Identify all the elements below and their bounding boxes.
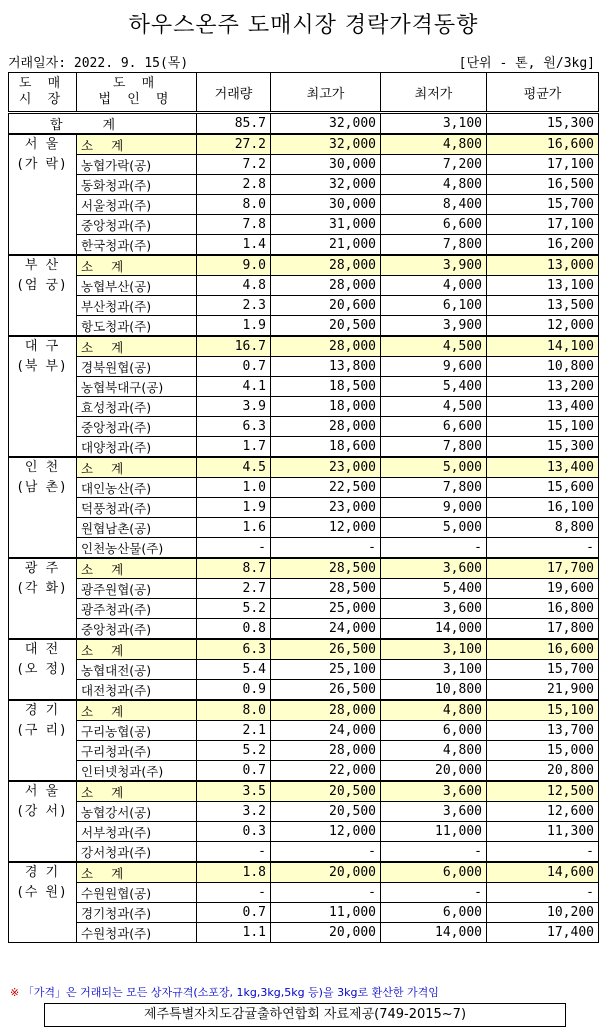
- table-row: [9, 437, 599, 458]
- corp-name: 중앙청과(주): [77, 417, 197, 437]
- avg-price-cell: 13,400: [487, 457, 599, 478]
- max-price-cell: 24,000: [271, 721, 381, 741]
- min-price-cell: 9,600: [381, 357, 487, 377]
- corp-name: 서울청과(주): [77, 195, 197, 215]
- table-row: [9, 761, 599, 782]
- avg-price-cell: 17,100: [487, 215, 599, 235]
- corp-name: 원협남촌(공): [77, 518, 197, 538]
- market-name: 광 주: [24, 561, 61, 576]
- avg-price-cell: 10,800: [487, 357, 599, 377]
- market-cell: [9, 700, 77, 781]
- header-corp: 도 매 법 인 명: [77, 73, 197, 113]
- min-price-cell: 6,000: [381, 903, 487, 923]
- avg-price-cell: 13,400: [487, 397, 599, 417]
- corp-name: 대인농산(주): [77, 478, 197, 498]
- max-price-cell: 18,600: [271, 437, 381, 458]
- volume-cell: 4.8: [197, 276, 271, 296]
- table-row: [9, 741, 599, 761]
- corp-name: 중앙청과(주): [77, 619, 197, 640]
- market-name: 대 전: [24, 642, 61, 657]
- avg-price-cell: 17,400: [487, 923, 599, 943]
- market-name: 서 울: [24, 137, 61, 152]
- corp-name: 농협강서(공): [77, 802, 197, 822]
- market-area: (오 정): [17, 662, 68, 677]
- table-row: [9, 155, 599, 175]
- corp-name: 경기청과(주): [77, 903, 197, 923]
- volume-cell: -: [197, 842, 271, 863]
- max-price-cell: -: [271, 842, 381, 863]
- max-price-cell: 28,500: [271, 558, 381, 579]
- corp-name: 대양청과(주): [77, 437, 197, 458]
- corp-name: 구리청과(주): [77, 741, 197, 761]
- max-price-cell: 13,800: [271, 357, 381, 377]
- total-volume: 85.7: [197, 113, 271, 135]
- table-row: [9, 883, 599, 903]
- corp-name: 소계: [77, 558, 197, 579]
- avg-price-cell: 14,600: [487, 862, 599, 883]
- min-price-cell: 8,400: [381, 195, 487, 215]
- table-row: [9, 923, 599, 943]
- table-row: [9, 721, 599, 741]
- market-area: (각 화): [17, 581, 68, 596]
- max-price-cell: 28,000: [271, 255, 381, 276]
- total-min: 3,100: [381, 113, 487, 135]
- corp-name: 소계: [77, 639, 197, 660]
- market-name: 인 천: [24, 460, 61, 475]
- corp-name: 농협북대구(공): [77, 377, 197, 397]
- volume-cell: 2.1: [197, 721, 271, 741]
- avg-price-cell: 12,600: [487, 802, 599, 822]
- corp-name: 효성청과(주): [77, 397, 197, 417]
- total-avg: 15,300: [487, 113, 599, 135]
- min-price-cell: -: [381, 538, 487, 559]
- volume-cell: 1.4: [197, 235, 271, 256]
- corp-name: 광주원협(공): [77, 579, 197, 599]
- market-cell: [9, 255, 77, 336]
- corp-name: 소계: [77, 336, 197, 357]
- max-price-cell: 18,000: [271, 397, 381, 417]
- corp-name: 대전청과(주): [77, 680, 197, 701]
- table-row: [9, 316, 599, 337]
- total-label: 합계: [9, 113, 197, 135]
- min-price-cell: 4,500: [381, 397, 487, 417]
- note-mark: ※: [10, 986, 20, 999]
- market-area: (가 락): [17, 157, 68, 172]
- volume-cell: 0.9: [197, 680, 271, 701]
- min-price-cell: 6,600: [381, 417, 487, 437]
- volume-cell: 1.9: [197, 316, 271, 337]
- table-row: [9, 357, 599, 377]
- page-title: 하우스온주 도매시장 경락가격동향: [128, 13, 479, 38]
- table-row: [9, 195, 599, 215]
- corp-name: 서부청과(주): [77, 822, 197, 842]
- market-cell: [9, 134, 77, 255]
- corp-name: 수원청과(주): [77, 923, 197, 943]
- min-price-cell: 6,000: [381, 721, 487, 741]
- avg-price-cell: 8,800: [487, 518, 599, 538]
- table-row: [9, 822, 599, 842]
- min-price-cell: 5,400: [381, 579, 487, 599]
- max-price-cell: 25,100: [271, 660, 381, 680]
- volume-cell: 1.1: [197, 923, 271, 943]
- corp-name: 인터넷청과(주): [77, 761, 197, 782]
- max-price-cell: 28,000: [271, 336, 381, 357]
- subtotal-row: [9, 639, 599, 660]
- avg-price-cell: 15,300: [487, 437, 599, 458]
- table-row: [9, 397, 599, 417]
- avg-price-cell: 16,100: [487, 498, 599, 518]
- table-row: [9, 498, 599, 518]
- avg-price-cell: 13,500: [487, 296, 599, 316]
- max-price-cell: 23,000: [271, 457, 381, 478]
- corp-name: 소계: [77, 862, 197, 883]
- table-row: [9, 619, 599, 640]
- min-price-cell: 4,800: [381, 741, 487, 761]
- corp-name: 농협대전(공): [77, 660, 197, 680]
- avg-price-cell: 13,700: [487, 721, 599, 741]
- header-min: 최저가: [381, 73, 487, 113]
- avg-price-cell: 13,100: [487, 276, 599, 296]
- min-price-cell: 10,800: [381, 680, 487, 701]
- corp-name: 소계: [77, 700, 197, 721]
- max-price-cell: 20,500: [271, 316, 381, 337]
- corp-name: 동화청과(주): [77, 175, 197, 195]
- corp-name: 소계: [77, 457, 197, 478]
- table-row: [9, 296, 599, 316]
- market-area: (강 서): [17, 804, 68, 819]
- header-max: 최고가: [271, 73, 381, 113]
- table-row: [9, 680, 599, 701]
- avg-price-cell: 15,600: [487, 478, 599, 498]
- subtotal-row: [9, 336, 599, 357]
- min-price-cell: 4,500: [381, 336, 487, 357]
- avg-price-cell: 21,900: [487, 680, 599, 701]
- max-price-cell: 12,000: [271, 822, 381, 842]
- volume-cell: -: [197, 538, 271, 559]
- corp-name: 광주청과(주): [77, 599, 197, 619]
- market-name: 대 구: [24, 339, 61, 354]
- max-price-cell: 12,000: [271, 518, 381, 538]
- volume-cell: 0.8: [197, 619, 271, 640]
- table-row: [9, 417, 599, 437]
- corp-name: 부산청과(주): [77, 296, 197, 316]
- avg-price-cell: -: [487, 538, 599, 559]
- max-price-cell: 28,000: [271, 417, 381, 437]
- corp-name: 강서청과(주): [77, 842, 197, 863]
- avg-price-cell: 15,700: [487, 660, 599, 680]
- min-price-cell: 7,800: [381, 478, 487, 498]
- avg-price-cell: 11,300: [487, 822, 599, 842]
- min-price-cell: 4,800: [381, 175, 487, 195]
- min-price-cell: 4,000: [381, 276, 487, 296]
- min-price-cell: 6,100: [381, 296, 487, 316]
- max-price-cell: 18,500: [271, 377, 381, 397]
- volume-cell: 1.6: [197, 518, 271, 538]
- corp-name: 수원원협(공): [77, 883, 197, 903]
- max-price-cell: 20,500: [271, 781, 381, 802]
- market-cell: [9, 558, 77, 639]
- volume-cell: 5.4: [197, 660, 271, 680]
- volume-cell: 1.9: [197, 498, 271, 518]
- max-price-cell: 32,000: [271, 134, 381, 155]
- max-price-cell: 30,000: [271, 155, 381, 175]
- avg-price-cell: 17,100: [487, 155, 599, 175]
- min-price-cell: 3,100: [381, 639, 487, 660]
- min-price-cell: 7,800: [381, 437, 487, 458]
- volume-cell: 3.9: [197, 397, 271, 417]
- avg-price-cell: 10,200: [487, 903, 599, 923]
- corp-name: 구리농협(공): [77, 721, 197, 741]
- min-price-cell: 3,100: [381, 660, 487, 680]
- max-price-cell: 25,000: [271, 599, 381, 619]
- table-row: [9, 377, 599, 397]
- volume-cell: 7.8: [197, 215, 271, 235]
- table-row: [9, 235, 599, 256]
- corp-name: 소계: [77, 255, 197, 276]
- price-table: [8, 72, 599, 943]
- volume-cell: 0.7: [197, 357, 271, 377]
- subtotal-row: [9, 558, 599, 579]
- table-row: [9, 538, 599, 559]
- market-area: (북 부): [17, 359, 68, 374]
- max-price-cell: 21,000: [271, 235, 381, 256]
- min-price-cell: 4,800: [381, 134, 487, 155]
- min-price-cell: 6,000: [381, 862, 487, 883]
- volume-cell: 7.2: [197, 155, 271, 175]
- table-row: [9, 478, 599, 498]
- corp-name: 항도청과(주): [77, 316, 197, 337]
- corp-name: 한국청과(주): [77, 235, 197, 256]
- header-volume: 거래량: [197, 73, 271, 113]
- table-row: [9, 579, 599, 599]
- subtotal-row: [9, 457, 599, 478]
- trade-date: 거래일자: 2022. 9. 15(목): [8, 56, 189, 71]
- market-cell: [9, 457, 77, 558]
- max-price-cell: 20,500: [271, 802, 381, 822]
- total-row: [9, 113, 599, 135]
- volume-cell: -: [197, 883, 271, 903]
- market-name: 경 기: [24, 703, 61, 718]
- volume-cell: 4.5: [197, 457, 271, 478]
- volume-cell: 0.3: [197, 822, 271, 842]
- avg-price-cell: 16,600: [487, 134, 599, 155]
- volume-cell: 6.3: [197, 639, 271, 660]
- volume-cell: 16.7: [197, 336, 271, 357]
- corp-name: 인천농산물(주): [77, 538, 197, 559]
- avg-price-cell: 12,000: [487, 316, 599, 337]
- volume-cell: 1.0: [197, 478, 271, 498]
- market-area: (구 리): [17, 723, 68, 738]
- avg-price-cell: 16,800: [487, 599, 599, 619]
- market-area: (수 원): [17, 885, 68, 900]
- total-max: 32,000: [271, 113, 381, 135]
- volume-cell: 1.8: [197, 862, 271, 883]
- min-price-cell: -: [381, 842, 487, 863]
- market-cell: [9, 781, 77, 862]
- volume-cell: 1.7: [197, 437, 271, 458]
- corp-name: 소계: [77, 781, 197, 802]
- min-price-cell: 7,800: [381, 235, 487, 256]
- max-price-cell: 22,500: [271, 478, 381, 498]
- avg-price-cell: 17,800: [487, 619, 599, 640]
- min-price-cell: 3,600: [381, 558, 487, 579]
- volume-cell: 0.7: [197, 903, 271, 923]
- avg-price-cell: 15,000: [487, 741, 599, 761]
- table-row: [9, 276, 599, 296]
- volume-cell: 4.1: [197, 377, 271, 397]
- avg-price-cell: -: [487, 842, 599, 863]
- max-price-cell: 22,000: [271, 761, 381, 782]
- market-cell: [9, 336, 77, 457]
- avg-price-cell: 19,600: [487, 579, 599, 599]
- table-row: [9, 215, 599, 235]
- market-name: 부 산: [24, 258, 61, 273]
- avg-price-cell: 14,100: [487, 336, 599, 357]
- min-price-cell: 3,600: [381, 781, 487, 802]
- subtotal-row: [9, 255, 599, 276]
- max-price-cell: 28,500: [271, 579, 381, 599]
- table-row: [9, 599, 599, 619]
- avg-price-cell: 13,200: [487, 377, 599, 397]
- max-price-cell: -: [271, 538, 381, 559]
- corp-name: 소계: [77, 134, 197, 155]
- max-price-cell: 26,500: [271, 680, 381, 701]
- volume-cell: 5.2: [197, 599, 271, 619]
- max-price-cell: 24,000: [271, 619, 381, 640]
- min-price-cell: 5,000: [381, 457, 487, 478]
- market-area: (남 촌): [17, 480, 68, 495]
- volume-cell: 27.2: [197, 134, 271, 155]
- min-price-cell: -: [381, 883, 487, 903]
- subtotal-row: [9, 134, 599, 155]
- volume-cell: 2.7: [197, 579, 271, 599]
- market-cell: [9, 862, 77, 943]
- volume-cell: 3.2: [197, 802, 271, 822]
- volume-cell: 8.0: [197, 700, 271, 721]
- min-price-cell: 5,000: [381, 518, 487, 538]
- avg-price-cell: 16,200: [487, 235, 599, 256]
- max-price-cell: 28,000: [271, 700, 381, 721]
- market-area: (엄 궁): [17, 278, 68, 293]
- corp-name: 중앙청과(주): [77, 215, 197, 235]
- max-price-cell: 11,000: [271, 903, 381, 923]
- volume-cell: 6.3: [197, 417, 271, 437]
- max-price-cell: 23,000: [271, 498, 381, 518]
- table-row: [9, 518, 599, 538]
- market-name: 경 기: [24, 865, 61, 880]
- unit-label: [단위 - 톤, 원/3kg]: [458, 56, 595, 71]
- corp-name: 덕풍청과(주): [77, 498, 197, 518]
- min-price-cell: 3,900: [381, 255, 487, 276]
- min-price-cell: 11,000: [381, 822, 487, 842]
- min-price-cell: 14,000: [381, 619, 487, 640]
- volume-cell: 2.8: [197, 175, 271, 195]
- subtotal-row: [9, 781, 599, 802]
- volume-cell: 5.2: [197, 741, 271, 761]
- subtotal-row: [9, 700, 599, 721]
- min-price-cell: 3,600: [381, 599, 487, 619]
- max-price-cell: 20,600: [271, 296, 381, 316]
- avg-price-cell: 20,800: [487, 761, 599, 782]
- max-price-cell: 32,000: [271, 175, 381, 195]
- avg-price-cell: 13,000: [487, 255, 599, 276]
- subtotal-row: [9, 862, 599, 883]
- min-price-cell: 7,200: [381, 155, 487, 175]
- avg-price-cell: 15,100: [487, 417, 599, 437]
- max-price-cell: 30,000: [271, 195, 381, 215]
- min-price-cell: 4,800: [381, 700, 487, 721]
- volume-cell: 8.7: [197, 558, 271, 579]
- header-market: 도 매 시 장: [9, 73, 77, 113]
- max-price-cell: 28,000: [271, 741, 381, 761]
- table-row: [9, 842, 599, 863]
- max-price-cell: 28,000: [271, 276, 381, 296]
- footnote: [10, 984, 439, 1000]
- volume-cell: 9.0: [197, 255, 271, 276]
- table-row: [9, 660, 599, 680]
- min-price-cell: 9,000: [381, 498, 487, 518]
- avg-price-cell: 15,100: [487, 700, 599, 721]
- avg-price-cell: 16,600: [487, 639, 599, 660]
- max-price-cell: 26,500: [271, 639, 381, 660]
- header-avg: 평균가: [487, 73, 599, 113]
- min-price-cell: 20,000: [381, 761, 487, 782]
- max-price-cell: 20,000: [271, 862, 381, 883]
- avg-price-cell: 17,700: [487, 558, 599, 579]
- min-price-cell: 5,400: [381, 377, 487, 397]
- corp-name: 농협가락(공): [77, 155, 197, 175]
- max-price-cell: 31,000: [271, 215, 381, 235]
- note-text: 「가격」은 거래되는 모든 상자규격(소포장, 1kg,3kg,5kg 등)을 3kg로 환산한 가격임: [22, 986, 439, 999]
- volume-cell: 8.0: [197, 195, 271, 215]
- table-row: [9, 903, 599, 923]
- min-price-cell: 14,000: [381, 923, 487, 943]
- max-price-cell: -: [271, 883, 381, 903]
- corp-name: 농협부산(공): [77, 276, 197, 296]
- volume-cell: 0.7: [197, 761, 271, 782]
- corp-name: 경북원협(공): [77, 357, 197, 377]
- avg-price-cell: 16,500: [487, 175, 599, 195]
- table-row: [9, 175, 599, 195]
- volume-cell: 2.3: [197, 296, 271, 316]
- max-price-cell: 20,000: [271, 923, 381, 943]
- table-row: [9, 802, 599, 822]
- min-price-cell: 3,900: [381, 316, 487, 337]
- avg-price-cell: 12,500: [487, 781, 599, 802]
- min-price-cell: 3,600: [381, 802, 487, 822]
- market-cell: [9, 639, 77, 700]
- market-name: 서 울: [24, 784, 61, 799]
- volume-cell: 3.5: [197, 781, 271, 802]
- avg-price-cell: 15,700: [487, 195, 599, 215]
- source-box: 제주특별자치도감귤출하연합회 자료제공(749-2015~7): [44, 1003, 566, 1027]
- avg-price-cell: -: [487, 883, 599, 903]
- min-price-cell: 6,600: [381, 215, 487, 235]
